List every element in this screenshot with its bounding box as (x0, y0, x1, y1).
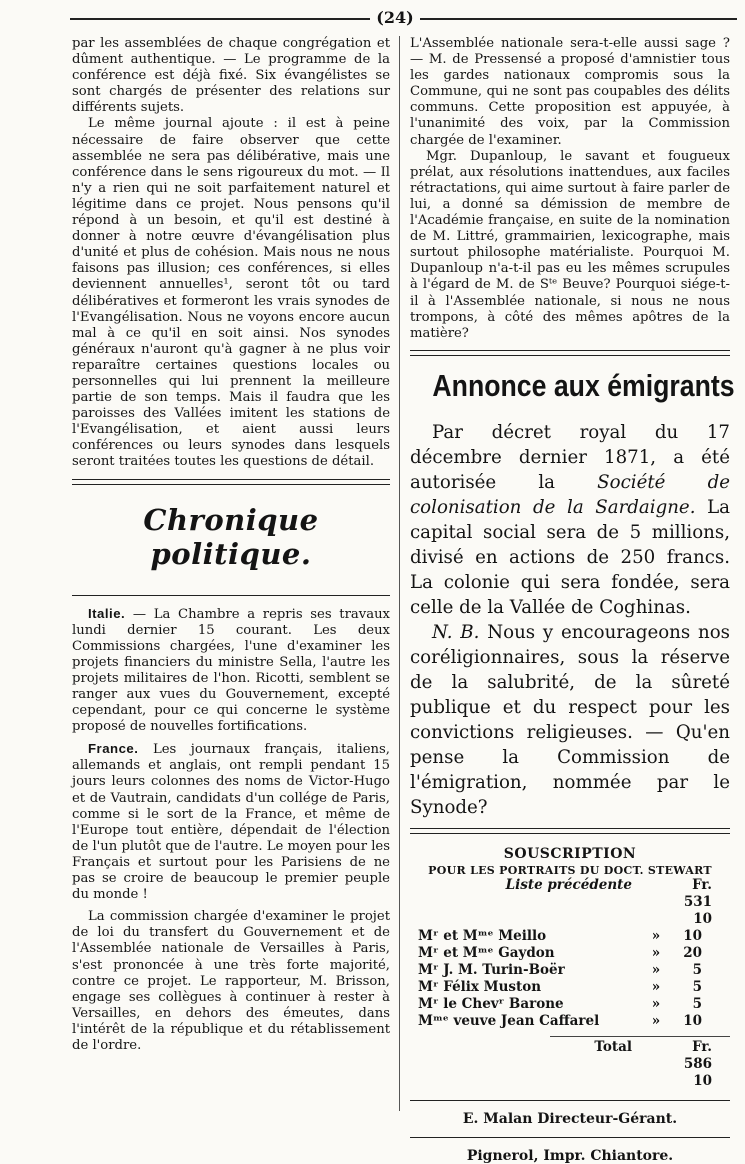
italie-paragraph (72, 606, 390, 736)
header-rule-left (70, 18, 370, 20)
director-line: E. Malan Directeur-Gérant. (462, 1110, 678, 1127)
nota-bene: N. B. (432, 621, 480, 643)
page-number: (24) (376, 8, 414, 27)
france-paragraph (72, 741, 390, 903)
amnesty-paragraph: L'Assemblée nationale sera-t-elle aussi sage ? — M. de Pressensé a proposé d'amnistier tous les gardes nationaux compromis sous la Commune, qui ne sont pas coupables des délits communs. Cette proposition est appuyée, à l'unanimité des voix, par la Commission chargée de l'examiner. (410, 36, 730, 148)
column-divider (399, 36, 400, 1111)
section-rule-2 (72, 595, 390, 596)
subscription-total-rule (550, 1036, 730, 1037)
subscription-block (410, 846, 730, 1090)
entry-amount: 5 (692, 961, 702, 978)
annonce-nb-text: Nous y encourageons nos coréligionnaires, sous la réserve de la salubrité, de la sûreté publique et du respect pour les convictions religieuses. — Qu'en pense la Commission de l'émigration, nommée par le Synode? (410, 621, 730, 818)
entry-mark: » (651, 978, 661, 995)
france-label: France. (88, 741, 139, 757)
italie-label: Italie. (88, 605, 126, 621)
page-header (70, 8, 737, 28)
entry-mark: » (651, 961, 661, 978)
subscription-total-row (410, 1039, 730, 1090)
right-column (410, 36, 735, 1164)
intro-paragraph-1: par les assemblées de chaque congrégation et dûment authentique. — Le programme de la conférence est déjà fixé. Six évangélistes se sont chargés de présenter des relations sur différents sujets. (72, 36, 390, 116)
total-amount: Fr. 586 10 (683, 1038, 712, 1089)
header-rule-right (420, 18, 737, 20)
entry-name: Mʳ le Chevʳ Barone (418, 995, 564, 1012)
commission-paragraph: La commission chargée d'examiner le projet de loi du transfert du Gouvernement et de l'Assemblée nationale de Versailles à Paris, s'est prononcée à une très forte majorité, contre ce projet. Le rapporteur, M. Brisson, engage ses collègues à continuer à rester à Versailles, en dehors des émeutes, dans l'intérêt de la république et du rétablissement de l'ordre. (72, 909, 390, 1053)
italie-text: — La Chambre a repris ses travaux lundi dernier 15 courant. Les deux Commissions chargées, l'une d'examiner les projets financiers du ministre Sella, l'autre les projets militaires de l'hon. Ricotti, semblent se ranger aux vues du Gouvernement, excepté cependant, pour ce qui concerne le système proposé de nouvelles fortifications. (72, 606, 390, 735)
france-text: Les journaux français, italiens, allemands et anglais, ont rempli pendant 15 jours leurs colonnes des noms de Victor-Hugo et de Vautrain, candidats d'un collége de Paris, comme si le sort de la France, et même de l'Europe tout entière, dépendait de l'élection de l'un plutôt que de l'autre. Le moyen pour les Français et surtout pour les Parisiens de ne pas se croire de beaucoup le premier peuple du monde ! (72, 742, 391, 903)
director-rule-bottom (410, 1137, 730, 1138)
entry-amount: 10 (683, 927, 702, 944)
entry-amount: 5 (692, 978, 702, 995)
entry-name: Mʳ J. M. Turin-Boër (418, 961, 565, 978)
annonce-rule (410, 350, 730, 356)
annonce-society-name: Société de colonisation de la Sardaigne. (410, 471, 730, 518)
annonce-paragraph-1 (410, 420, 730, 620)
subscription-entry (410, 979, 730, 996)
annonce-paragraph-2 (410, 620, 730, 820)
dupanloup-paragraph: Mgr. Dupanloup, le savant et fougueux prélat, aux résolutions inattendues, aux faciles rétractations, qui aime surtout à faire parler de lui, a donné sa démission de membre de l'Académie française, en suite de la nomination de M. Littré, grammairien, lexicographe, mais surtout philosophe matérialiste. Pourquoi M. Dupanloup n'a-t-il pas eu les mêmes scrupules à l'égard de M. de Sᵗᵉ Beuve? Pourquoi siége-t-il à l'Assemblée nationale, si nous ne nous trompons, à côté des mêmes apôtres de la matière? (410, 148, 730, 341)
entry-name: Mʳ Félix Muston (418, 978, 542, 995)
printer-line: Pignerol, Impr. Chiantore. (466, 1147, 674, 1164)
entry-mark: » (651, 1012, 661, 1029)
subscription-title: SOUSCRIPTION (503, 845, 637, 862)
subscription-entry (410, 962, 730, 979)
subscription-entry (410, 996, 730, 1013)
entry-amount: 5 (692, 995, 702, 1012)
subscription-rule (410, 828, 730, 834)
subscription-entry (410, 945, 730, 962)
chronique-title: Chronique politique. (143, 502, 319, 571)
entry-mark: » (651, 944, 661, 961)
annonce-title: Annonce aux émigrants (432, 367, 735, 403)
entry-name: Mᵐᵉ veuve Jean Caffarel (418, 1012, 600, 1029)
left-column (72, 36, 390, 1054)
director-rule-top (410, 1100, 730, 1101)
subscription-previous-row (410, 877, 730, 928)
entry-mark: » (651, 995, 661, 1012)
entry-name: Mʳ et Mᵐᵉ Gaydon (418, 944, 555, 961)
previous-label: Liste précédente (505, 876, 632, 893)
annonce-text-after: La capital social sera de 5 millions, divisé en actions de 250 francs. La colonie qui sera fondée, sera celle de la Vallée de Coghinas. (410, 496, 731, 618)
section-rule (72, 479, 390, 485)
subscription-entry (410, 928, 730, 945)
intro-paragraph-2: Le même journal ajoute : il est à peine nécessaire de faire observer que cette assemblée ne sera pas délibérative, mais une conférence dans le sens rigoureux du mot. — Il n'y a rien qui ne soit parfaitement naturel et légitime dans ce projet. Nous pensons qu'il répond à un besoin, et qu'il est destiné à donner à notre œuvre d'évangélisation plus d'unité et plus de cohésion. Mais nous ne nous faisons pas illusion; ces conférences, si elles deviennent annuelles¹, seront tôt ou tard délibératives et formeront les vrais synodes de l'Evangélisation. Nous ne voyons encore aucun mal à ce qu'il en soit ainsi. Nos synodes généraux n'auront qu'à gagner à ne plus voir reparaître certaines questions locales ou personnelles qui lui prennent la meilleure partie de son temps. Mais il faudra que les paroisses des Vallées imitent les stations de l'Evangélisation, et aient aussi leurs conférences ou leurs synodes dans lesquels seront traitées toutes les questions de détail. (72, 116, 390, 470)
previous-amount: Fr. 531 10 (683, 876, 712, 927)
entry-name: Mʳ et Mᵐᵉ Meillo (418, 927, 547, 944)
entry-amount: 20 (683, 944, 702, 961)
total-label: Total (594, 1038, 632, 1055)
subscription-subtitle: POUR LES PORTRAITS DU DOCT. STEWART (428, 863, 712, 877)
entry-mark: » (651, 927, 661, 944)
subscription-entry (410, 1013, 730, 1030)
entry-amount: 10 (683, 1012, 702, 1029)
annonce-text-before: Par décret royal du 17 décembre dernier 1871, a été autorisée la (410, 421, 730, 493)
